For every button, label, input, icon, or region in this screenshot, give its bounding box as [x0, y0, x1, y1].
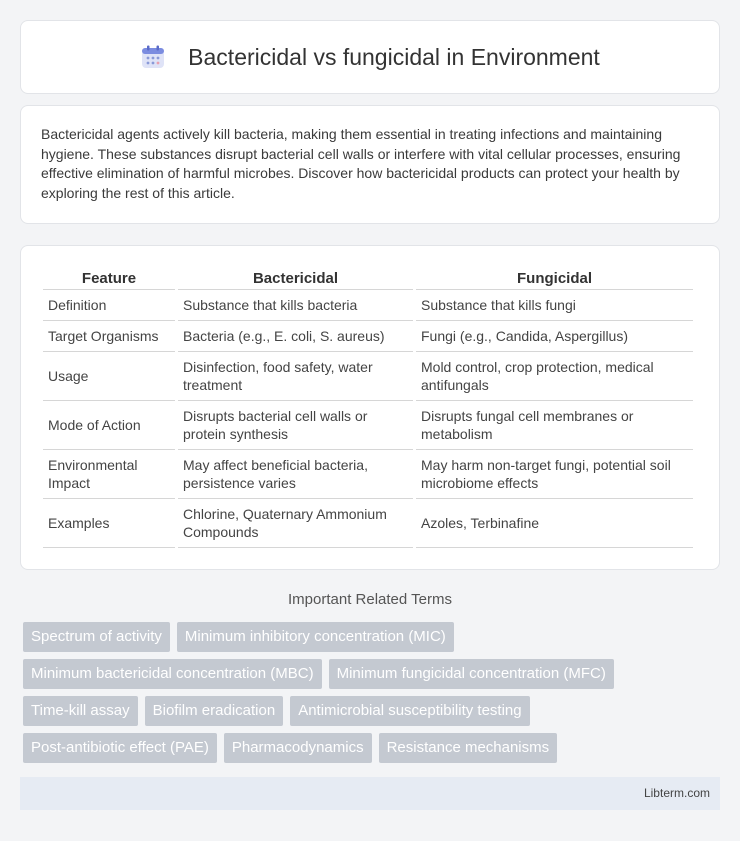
term-tag[interactable]: Minimum inhibitory concentration (MIC)	[177, 622, 454, 652]
related-terms-title: Important Related Terms	[288, 591, 452, 608]
table-cell: May harm non-target fungi, potential soil microbiome effects	[416, 450, 693, 499]
table-cell: Substance that kills fungi	[416, 290, 693, 321]
term-tag[interactable]: Spectrum of activity	[23, 622, 170, 652]
term-tag[interactable]: Post-antibiotic effect (PAE)	[23, 733, 217, 763]
table-cell: Mode of Action	[43, 401, 175, 450]
column-header: Fungicidal	[416, 266, 693, 290]
table-row	[43, 352, 693, 401]
term-tag[interactable]: Time-kill assay	[23, 696, 138, 726]
table-header-row	[43, 266, 693, 290]
header-card	[20, 20, 720, 94]
table-cell: Examples	[43, 499, 175, 548]
footer-site-link[interactable]: Libterm.com	[643, 786, 710, 800]
column-header: Feature	[43, 266, 175, 290]
table-row	[43, 499, 693, 548]
table-cell: Definition	[43, 290, 175, 321]
term-tag[interactable]: Minimum bactericidal concentration (MBC)	[23, 659, 322, 689]
table-cell: Azoles, Terbinafine	[416, 499, 693, 548]
term-tag[interactable]: Pharmacodynamics	[224, 733, 372, 763]
table-cell: Fungi (e.g., Candida, Aspergillus)	[416, 321, 693, 352]
table-row	[43, 290, 693, 321]
intro-text: Bactericidal agents actively kill bacteria, making them essential in treating infections and maintaining hygiene. These substances disrupt bacterial cell walls or interfere with vital cellular processes, ensuring effective elimination of harmful microbes. Discover how bactericidal products can protect your health by exploring the rest of this article.	[41, 126, 681, 201]
table-row	[43, 401, 693, 450]
table-cell: May affect beneficial bacteria, persistence varies	[178, 450, 413, 499]
page-title: Bactericidal vs fungicidal in Environment	[188, 43, 600, 70]
table-cell: Environmental Impact	[43, 450, 175, 499]
related-terms-list	[23, 622, 723, 770]
table-cell: Disinfection, food safety, water treatment	[178, 352, 413, 401]
table-cell: Chlorine, Quaternary Ammonium Compounds	[178, 499, 413, 548]
intro-card	[20, 105, 720, 224]
term-tag[interactable]: Biofilm eradication	[145, 696, 284, 726]
term-tag[interactable]: Antimicrobial susceptibility testing	[290, 696, 529, 726]
column-header: Bactericidal	[178, 266, 413, 290]
table-cell: Substance that kills bacteria	[178, 290, 413, 321]
table-row	[43, 321, 693, 352]
table-cell: Target Organisms	[43, 321, 175, 352]
comparison-table	[40, 266, 696, 548]
table-row	[43, 450, 693, 499]
comparison-table-card	[20, 245, 720, 570]
table-cell: Mold control, crop protection, medical antifungals	[416, 352, 693, 401]
term-tag[interactable]: Minimum fungicidal concentration (MFC)	[329, 659, 614, 689]
table-cell: Disrupts bacterial cell walls or protein synthesis	[178, 401, 413, 450]
term-tag[interactable]: Resistance mechanisms	[379, 733, 558, 763]
table-cell: Bacteria (e.g., E. coli, S. aureus)	[178, 321, 413, 352]
table-cell: Disrupts fungal cell membranes or metabolism	[416, 401, 693, 450]
calendar-icon	[140, 44, 166, 70]
table-cell: Usage	[43, 352, 175, 401]
footer	[20, 777, 720, 810]
